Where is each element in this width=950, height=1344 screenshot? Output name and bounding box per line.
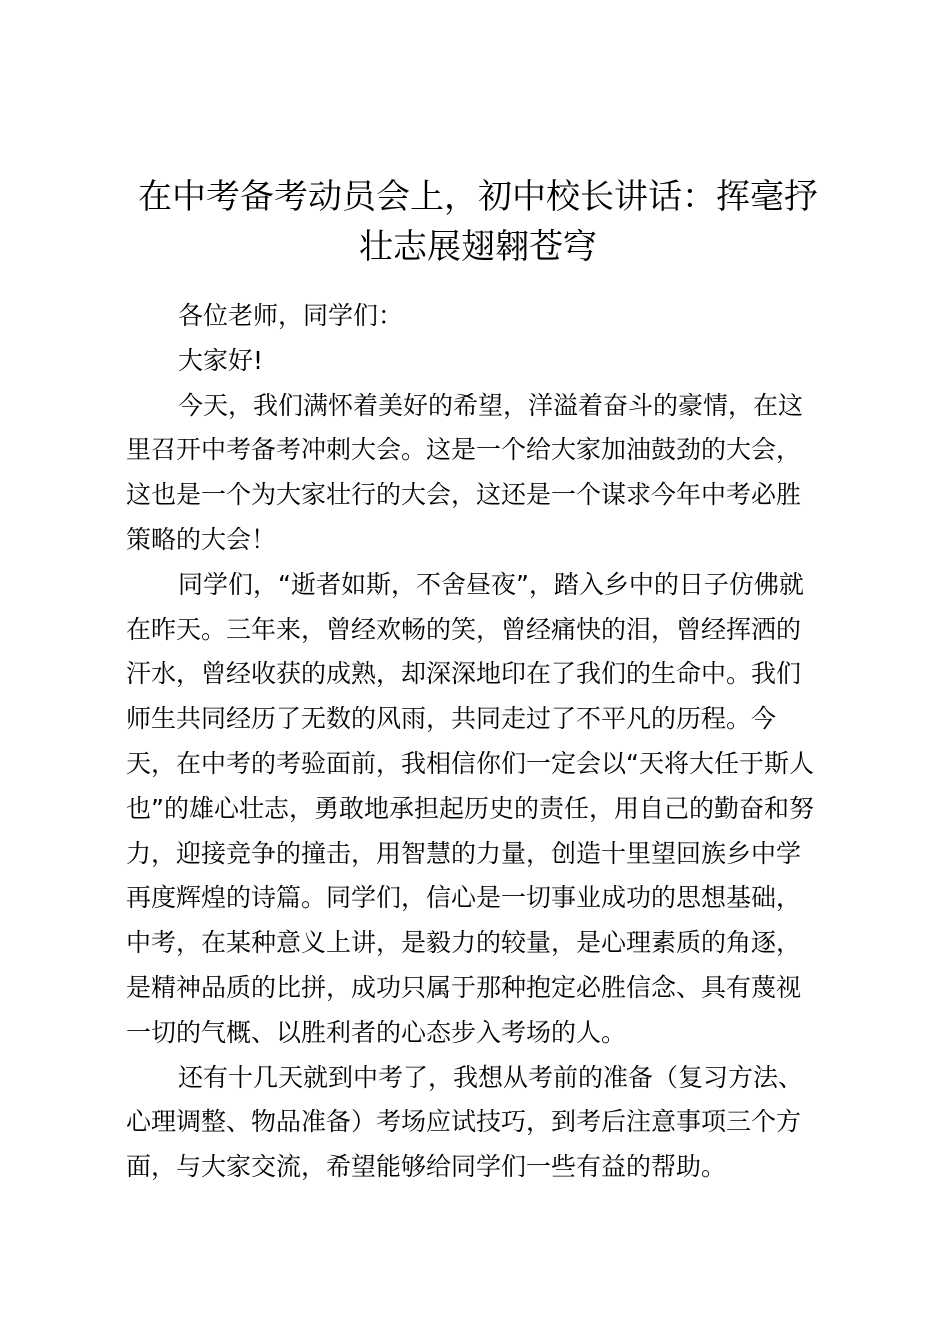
text-line: 再度辉煌的诗篇。同学们，信心是一切事业成功的思想基础， (126, 883, 802, 913)
text-line: 大家好! (178, 345, 264, 375)
document-body (126, 294, 832, 1190)
title-line-1: 在中考备考动员会上，初中校长讲话：挥毫抒 (138, 177, 818, 217)
text-line: 一切的气概、以胜利者的心态步入考场的人。 (126, 1017, 627, 1047)
text-line: 是精神品质的比拼，成功只属于那种抱定必胜信念、具有蔑视 (126, 972, 802, 1002)
text-line: 各位老师，同学们： (178, 301, 404, 330)
text-line: 策略的大会！ (126, 524, 277, 554)
text-line: 力，迎接竞争的撞击，用智慧的力量，创造十里望回族乡中学 (126, 838, 802, 868)
text-line: 今天，我们满怀着美好的希望，洋溢着奋斗的豪情，在这 (178, 390, 804, 420)
text-line: 师生共同经历了无数的风雨，共同走过了不平凡的历程。今 (126, 704, 777, 734)
title-line-2: 壮志展翅翱苍穹 (359, 227, 597, 267)
text-line: 还有十几天就到中考了，我想从考前的准备（复习方法、 (178, 1062, 804, 1092)
text-line: 汗水，曾经收获的成熟，却深深地印在了我们的生命中。我们 (126, 659, 802, 689)
text-line: 里召开中考备考冲刺大会。这是一个给大家加油鼓劲的大会， (126, 435, 802, 465)
text-line: 在昨天。三年来，曾经欢畅的笑，曾经痛快的泪，曾经挥洒的 (126, 614, 802, 644)
text-line: 同学们，“逝者如斯，不舍昼夜”，踏入乡中的日子仿佛就 (178, 569, 804, 599)
text-line: 也”的雄心壮志，勇敢地承担起历史的责任，用自己的勤奋和努 (126, 793, 814, 823)
text-line: 中考，在某种意义上讲，是毅力的较量，是心理素质的角逐， (126, 928, 802, 958)
text-line: 心理调整、物品准备）考场应试技巧，到考后注意事项三个方 (126, 1107, 802, 1137)
text-line: 面，与大家交流，希望能够给同学们一些有益的帮助。 (126, 1152, 727, 1182)
text-line: 天，在中考的考验面前，我相信你们一定会以“天将大任于斯人 (126, 748, 814, 778)
document-title (120, 172, 836, 272)
text-line: 这也是一个为大家壮行的大会，这还是一个谋求今年中考必胜 (126, 480, 802, 510)
